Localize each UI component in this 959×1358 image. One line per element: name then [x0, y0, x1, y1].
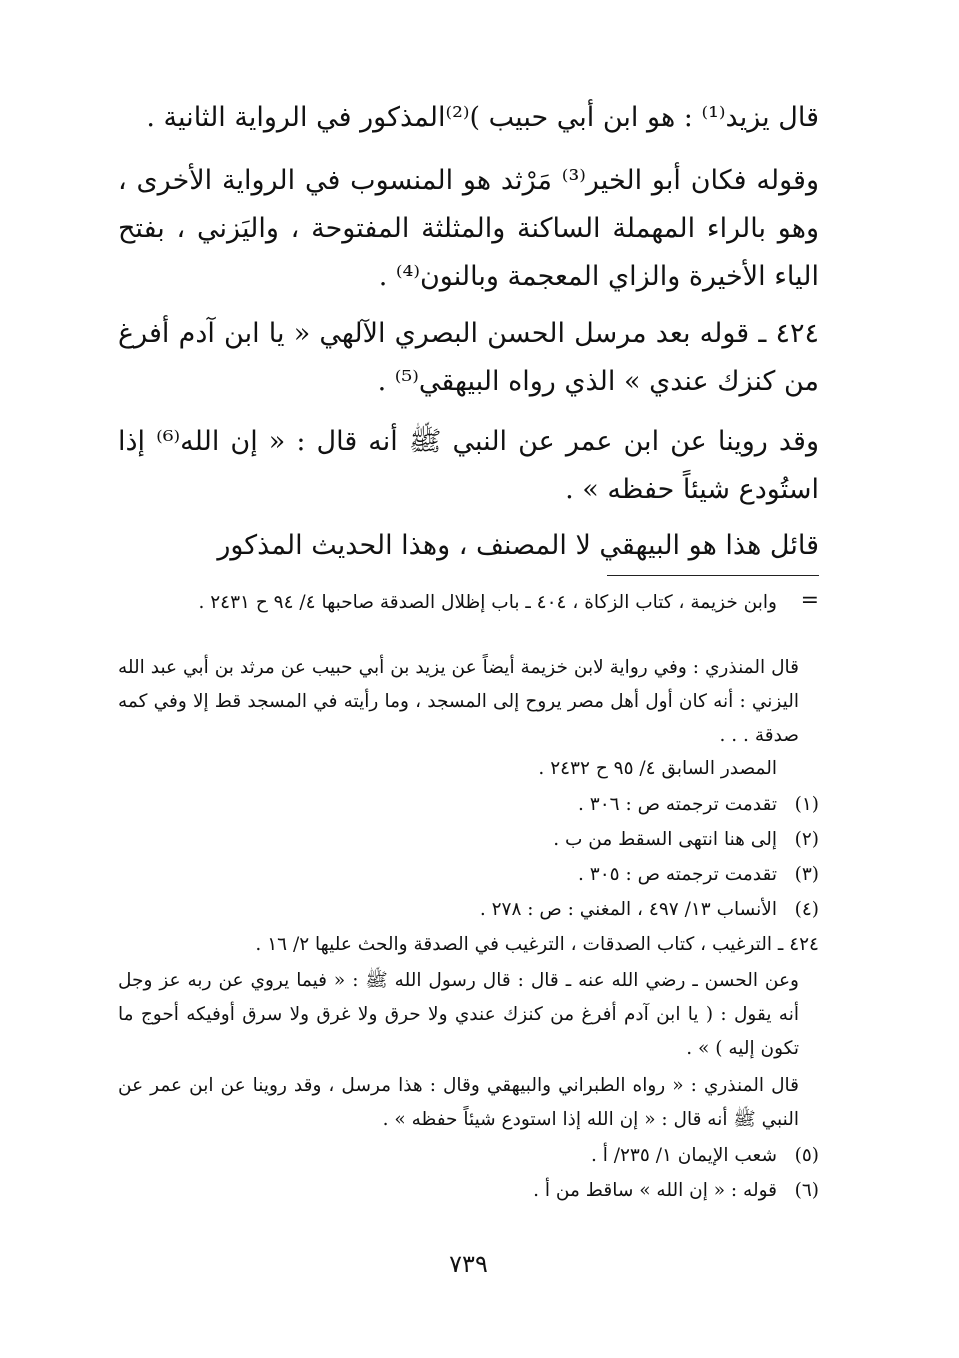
footnote-source-ref: المصدر السابق ٤/ ٩٥ ح ٢٤٣٢ .: [538, 758, 777, 779]
footnote-text: شعب الإيمان ١/ ٢٣٥/ أ .: [590, 1145, 777, 1166]
main-paragraph-3: ٤٢٤ ـ قوله بعد مرسل الحسن البصري الآلهي « يا ابن آدم أفرغ من كنزك عندي » الذي رواه البيهقي⁽⁵⁾ .: [118, 318, 819, 397]
footnote-item-4: [118, 893, 819, 927]
footnote-text: إلى هنا انتهى السقط من ب .: [553, 829, 777, 850]
main-paragraph-4: وقد روينا عن ابن عمر عن النبي ﷺ أنه قال : « إن الله⁽⁶⁾ إذا استُودع شيئاً حفظه » .: [118, 426, 819, 505]
page-body: [118, 0, 819, 1358]
footnote-item-5: [118, 1139, 819, 1173]
footnote-424: ٤٢٤ ـ الترغيب ، كتاب الصدقات ، الترغيب في الصدقة والحث عليها ٢/ ١٦ .: [255, 934, 819, 955]
footnote-mundhiri-quote: قال المنذري : وفي رواية لابن خزيمة أيضاً عن يزيد بن أبي حبيب عن مرثد بن أبي عبد الله اليزني : أنه كان أول أهل مصر يروح إلى المسجد ، وما رأيته في المسجد قط إلا وفي كمه صدقة . . .: [118, 657, 799, 746]
footnote-mundhiri-2: قال المنذري : « رواه الطبراني والبيهقي وقال : هذا مرسل ، وقد روينا عن ابن عمر عن النبي ﷺ أنه قال : « إن الله إذا استودع شيئاً حفظه » .: [118, 1075, 799, 1130]
page-number: ٧٣٩: [449, 1250, 488, 1278]
footnote-number: (٥): [794, 1145, 819, 1166]
main-paragraph-1: قال يزيد⁽¹⁾ : هو ابن أبي حبيب )⁽²⁾المذكور في الرواية الثانية .: [146, 102, 819, 133]
footnote-text: قوله : « إن الله » ساقط من أ .: [533, 1180, 777, 1201]
footnote-item-2: [118, 823, 819, 857]
footnote-number: (٦): [794, 1180, 819, 1201]
main-paragraph-5: قائل هذا هو البيهقي لا المصنف ، وهذا الحديث المذكور: [217, 530, 819, 561]
footnote-item-1: [118, 788, 819, 822]
footnote-number: (٢): [794, 829, 819, 850]
footnote-number: (١): [794, 794, 819, 815]
footnote-separator: [607, 575, 819, 576]
footnote-text: تقدمت ترجمته ص : ٣٠٥ .: [578, 864, 777, 885]
footnote-item-3: [118, 858, 819, 892]
footnote-number: (٤): [794, 899, 819, 920]
footnote-text: الأنساب ١٣/ ٤٩٧ ، المغني : ص : ٢٧٨ .: [479, 899, 777, 920]
continuation-mark: =: [800, 588, 819, 613]
footnote-item-6: [118, 1174, 819, 1208]
footnote-continuation: وابن خزيمة ، كتاب الزكاة ، ٤٠٤ ـ باب إظلال الصدقة صاحبها ٤/ ٩٤ ح ٢٤٣١ .: [198, 592, 777, 613]
footnote-hasan-hadith: وعن الحسن ـ رضي الله عنه ـ قال : قال رسول الله ﷺ : « فيما يروي عن ربه عز وجل أنه يقول : ( يا ابن آدم أفرغ من كنزك عندي ولا حرق ولا غرق ولا سرق أوفيكه أحوج ما تكون إليه ) » .: [118, 970, 799, 1059]
footnote-text: تقدمت ترجمته ص : ٣٠٦ .: [578, 794, 777, 815]
footnote-number: (٣): [794, 864, 819, 885]
main-paragraph-2: وقوله فكان أبو الخير⁽³⁾ مَرْثد هو المنسوب في الرواية الأخرى ، وهو بالراء المهملة الساكنة والمثلثة المفتوحة ، واليَزني ، بفتح الياء الأخيرة والزاي المعجمة وبالنون⁽⁴⁾ .: [118, 165, 819, 292]
